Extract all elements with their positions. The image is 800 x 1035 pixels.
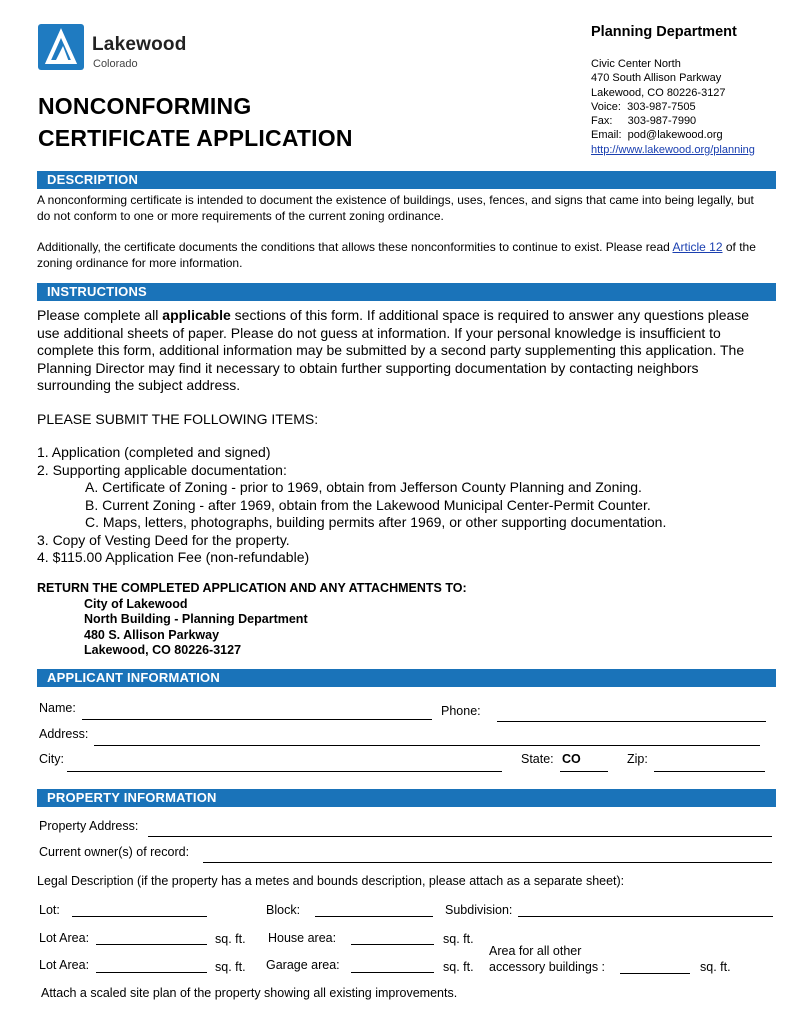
lot-area-label: Lot Area: [39, 931, 90, 945]
garage-area-field[interactable] [351, 972, 434, 973]
house-area-label: House area: [268, 931, 337, 945]
return-address-block [37, 581, 467, 659]
return-line: North Building - Planning Department [84, 612, 308, 626]
zip-field[interactable] [654, 771, 765, 772]
other-area-label-line-2: accessory buildings : [489, 960, 606, 974]
contact-fax: Fax: 303-987-7990 [591, 115, 697, 128]
property-address-field[interactable] [148, 836, 772, 837]
submit-items-list [37, 444, 666, 567]
description-para-1: A nonconforming certificate is intended to document the existence of buildings, uses, fences, and signs that came into being legally, but do not conform to one or more requirements of the current zoning ordinance. [37, 193, 754, 223]
subdivision-field[interactable] [518, 916, 773, 917]
contact-voice: Voice: 303-987-7505 [591, 100, 696, 113]
description-para-2-tail: of the zoning ordinance for more information. [37, 240, 756, 270]
contact-line-1: Civic Center North [591, 58, 681, 70]
city-label: City: [39, 752, 64, 766]
city-field[interactable] [67, 771, 502, 772]
contact-line-3: Lakewood, CO 80226-3127 [591, 86, 726, 99]
sqft-label: sq. ft. [215, 960, 246, 974]
address-label: Address: [39, 727, 89, 741]
title-line-1: NONCONFORMING [38, 93, 252, 119]
owner-label: Current owner(s) of record: [39, 845, 190, 859]
owner-field[interactable] [203, 862, 772, 863]
phone-field[interactable] [497, 721, 766, 722]
planning-website-link[interactable]: http://www.lakewood.org/planning [591, 143, 755, 156]
mountain-logo-icon [38, 24, 84, 70]
instructions-heading: INSTRUCTIONS [37, 283, 776, 301]
block-label: Block: [266, 903, 301, 917]
lot-area-label: Lot Area: [39, 958, 90, 972]
contact-line-2: 470 South Allison Parkway [591, 72, 722, 85]
instructions-bold-word: applicable [162, 307, 231, 323]
department-name: Planning Department [591, 24, 737, 40]
block-field[interactable] [315, 916, 433, 917]
list-item: 3. Copy of Vesting Deed for the property. [37, 531, 290, 548]
list-item: 2. Supporting applicable documentation: [37, 461, 287, 478]
article-12-link[interactable]: Article 12 [672, 240, 723, 254]
state-field[interactable] [560, 771, 608, 772]
subdivision-label: Subdivision: [445, 903, 513, 917]
lot-area-field[interactable] [96, 944, 207, 945]
instructions-text-rest: sections of this form. If additional space is required to answer any questions please use additional sheets of paper. Please do not guess at information. If your personal knowledge is insufficient to complete this form, additional information may be submitted by a second party supplementing this application. The Planning Director may find it necessary to obtain further supporting documentation by contacting neighbors surrounding the subject address. [37, 307, 750, 393]
logo-name: Lakewood [92, 34, 187, 55]
site-plan-note: Attach a scaled site plan of the property showing all existing improvements. [41, 986, 458, 1000]
contact-email: Email: pod@lakewood.org [591, 129, 723, 142]
list-item: 1. Application (completed and signed) [37, 444, 271, 460]
logo-subtitle: Colorado [93, 58, 138, 70]
title-line-2: CERTIFICATE APPLICATION [38, 125, 353, 151]
page-title [38, 90, 353, 154]
sqft-label: sq. ft. [215, 932, 246, 946]
other-area-field[interactable] [620, 973, 690, 974]
return-line: City of Lakewood [84, 596, 188, 611]
submit-heading: PLEASE SUBMIT THE FOLLOWING ITEMS: [37, 411, 319, 427]
list-item: C. Maps, letters, photographs, building permits after 1969, or other supporting documentation. [85, 514, 667, 530]
return-line: 480 S. Allison Parkway [84, 627, 220, 642]
address-field[interactable] [94, 745, 760, 746]
applicant-heading: APPLICANT INFORMATION [37, 669, 776, 687]
instructions-paragraph [37, 307, 765, 395]
contact-block [591, 57, 755, 157]
description-para-2 [37, 239, 772, 271]
sqft-label: sq. ft. [443, 932, 474, 946]
list-item: A. Certificate of Zoning - prior to 1969, obtain from Jefferson County Planning and Zoning. [85, 479, 642, 495]
other-area-label-line-1: Area for all other [489, 944, 582, 958]
sqft-label: sq. ft. [443, 960, 474, 974]
sqft-label: sq. ft. [700, 960, 731, 974]
state-label: State: [521, 752, 554, 766]
description-para-2-text: Additionally, the certificate documents the conditions that allows these nonconformities to continue to exist. Please read [37, 240, 670, 254]
legal-description-label: Legal Description (if the property has a metes and bounds description, please attach as a separate sheet): [37, 874, 625, 888]
description-heading: DESCRIPTION [37, 171, 776, 189]
list-item: 4. $115.00 Application Fee (non-refundable) [37, 549, 310, 565]
garage-area-label: Garage area: [266, 958, 340, 972]
zip-label: Zip: [627, 752, 648, 766]
lot-label: Lot: [39, 903, 60, 917]
state-value[interactable]: CO [562, 752, 581, 766]
lot-area-field-2[interactable] [96, 972, 207, 973]
return-heading: RETURN THE COMPLETED APPLICATION AND ANY ATTACHMENTS TO: [37, 581, 467, 595]
phone-label: Phone: [441, 704, 481, 718]
lot-field[interactable] [72, 916, 207, 917]
instructions-text: Please complete all [37, 307, 163, 323]
property-address-label: Property Address: [39, 819, 139, 833]
property-heading: PROPERTY INFORMATION [37, 789, 776, 807]
name-label: Name: [39, 701, 76, 715]
list-item: B. Current Zoning - after 1969, obtain from the Lakewood Municipal Center-Permit Counter. [85, 496, 651, 513]
return-line: Lakewood, CO 80226-3127 [84, 643, 242, 657]
name-field[interactable] [82, 719, 432, 720]
lakewood-logo-mark [38, 24, 84, 70]
house-area-field[interactable] [351, 944, 434, 945]
